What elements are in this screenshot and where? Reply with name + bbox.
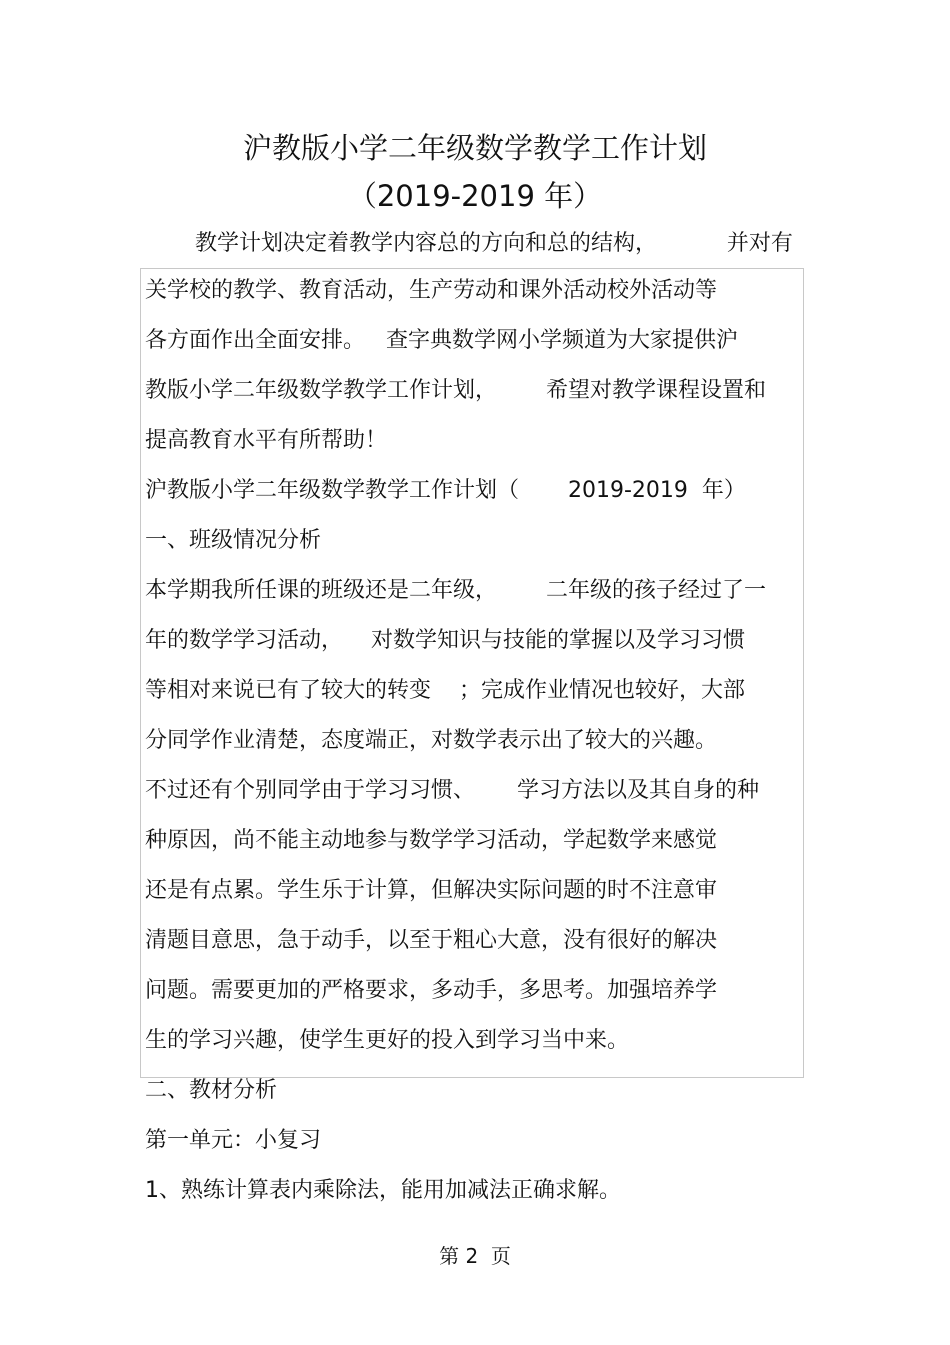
body-line: 各方面作出全面安排。 查字典数学网小学频道为大家提供沪 bbox=[145, 328, 738, 353]
body-line: 清题目意思，急于动手，以至于粗心大意，没有很好的解决 bbox=[145, 928, 718, 953]
body-line: 1、熟练计算表内乘除法，能用加减法正确求解。 bbox=[145, 1178, 621, 1203]
section-heading: 一、班级情况分析 bbox=[145, 528, 322, 553]
document-subtitle: （2019-2019 年） bbox=[347, 179, 603, 213]
body-line: 问题。需要更加的严格要求，多动手，多思考。加强培养学 bbox=[145, 978, 718, 1003]
body-line: 提高教育水平有所帮助！ bbox=[145, 428, 388, 453]
body-line: 种原因，尚不能主动地参与数学学习活动，学起数学来感觉 bbox=[145, 828, 718, 853]
body-line: 教版小学二年级数学教学工作计划， 希望对教学课程设置和 bbox=[145, 378, 766, 403]
body-line: 生的学习兴趣，使学生更好的投入到学习当中来。 bbox=[145, 1028, 630, 1053]
body-line: 分同学作业清楚，态度端正，对数学表示出了较大的兴趣。 bbox=[145, 728, 718, 753]
document-title: 沪教版小学二年级数学教学工作计划 bbox=[242, 131, 707, 165]
body-line: 第一单元：小复习 bbox=[145, 1128, 322, 1153]
body-line: 教学计划决定着教学内容总的方向和总的结构， 并对有 bbox=[195, 231, 793, 256]
body-line: 不过还有个别同学由于学习习惯、 学习方法以及其自身的种 bbox=[145, 778, 759, 803]
page-number: 第 2 页 bbox=[439, 1244, 511, 1268]
body-line: 还是有点累。学生乐于计算，但解决实际问题的时不注意审 bbox=[145, 878, 718, 903]
body-line: 年的数学学习活动， 对数学知识与技能的掌握以及学习习惯 bbox=[145, 628, 745, 653]
body-line: 关学校的教学、教育活动，生产劳动和课外活动校外活动等 bbox=[145, 278, 718, 303]
body-line: 等相对来说已有了较大的转变 ；完成作业情况也较好，大部 bbox=[145, 678, 745, 703]
body-line: 沪教版小学二年级数学教学工作计划（ 2019-2019 年） bbox=[145, 478, 746, 503]
section-heading: 二、教材分析 bbox=[145, 1078, 278, 1103]
body-line: 本学期我所任课的班级还是二年级， 二年级的孩子经过了一 bbox=[145, 578, 766, 603]
